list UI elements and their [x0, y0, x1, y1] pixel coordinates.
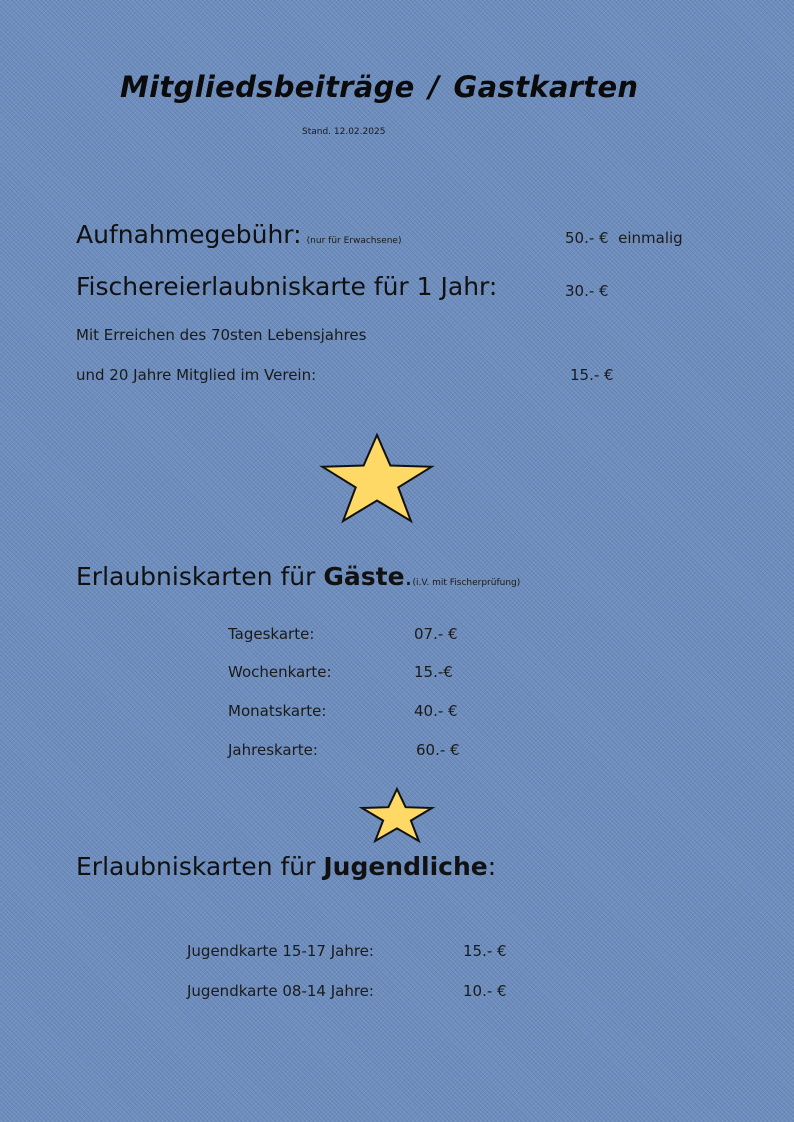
youth-heading-colon: :: [487, 852, 497, 881]
guests-heading-note: (i.V. mit Fischerprüfung): [412, 578, 521, 588]
title-separator: /: [428, 70, 440, 104]
guest-item-label: Tageskarte:: [228, 625, 315, 643]
guest-item-price: 07.- €: [414, 625, 458, 643]
guests-heading-dot: .: [404, 562, 413, 591]
senior-condition-line1: Mit Erreichen des 70sten Lebensjahres: [76, 326, 367, 344]
youth-item-label: Jugendkarte 08-14 Jahre:: [187, 982, 374, 1000]
youth-heading-bold: Jugendliche: [323, 852, 488, 881]
admission-fee-row: [76, 220, 401, 249]
guest-item-price: 40.- €: [414, 702, 458, 720]
youth-item-price: 15.- €: [463, 942, 507, 960]
annual-permit-price: 30.- €: [565, 282, 609, 300]
admission-fee-note: (nur für Erwachsene): [306, 236, 402, 246]
annual-permit-label: Fischereierlaubniskarte für 1 Jahr:: [76, 272, 498, 301]
guests-heading: [76, 562, 520, 591]
admission-fee-label: Aufnahmegebühr: [76, 220, 294, 249]
date-stamp: Stand. 12.02.2025: [302, 127, 386, 137]
guest-item-label: Wochenkarte:: [228, 663, 332, 681]
title-left: Mitgliedsbeiträge: [120, 70, 415, 104]
youth-heading-prefix: Erlaubniskarten für: [76, 852, 324, 881]
admission-fee-price: 50.- €: [565, 229, 609, 247]
senior-condition-line2: und 20 Jahre Mitglied im Verein:: [76, 366, 317, 384]
star-icon: [358, 786, 436, 844]
guest-item-label: Monatskarte:: [228, 702, 327, 720]
admission-fee-colon: :: [293, 220, 302, 249]
page-title: [120, 70, 638, 104]
guest-item-price: 60.- €: [416, 741, 460, 759]
youth-heading: [76, 852, 496, 881]
star-icon: [318, 430, 436, 526]
youth-item-price: 10.- €: [463, 982, 507, 1000]
guests-heading-bold: Gäste: [323, 562, 405, 591]
youth-item-label: Jugendkarte 15-17 Jahre:: [187, 942, 374, 960]
guest-item-price: 15.-€: [414, 663, 453, 681]
admission-fee-price-group: [565, 229, 683, 247]
guest-item-label: Jahreskarte:: [228, 741, 318, 759]
admission-fee-suffix: einmalig: [618, 229, 683, 247]
title-right: Gastkarten: [453, 70, 639, 104]
senior-price: 15.- €: [570, 366, 614, 384]
guests-heading-prefix: Erlaubniskarten für: [76, 562, 324, 591]
